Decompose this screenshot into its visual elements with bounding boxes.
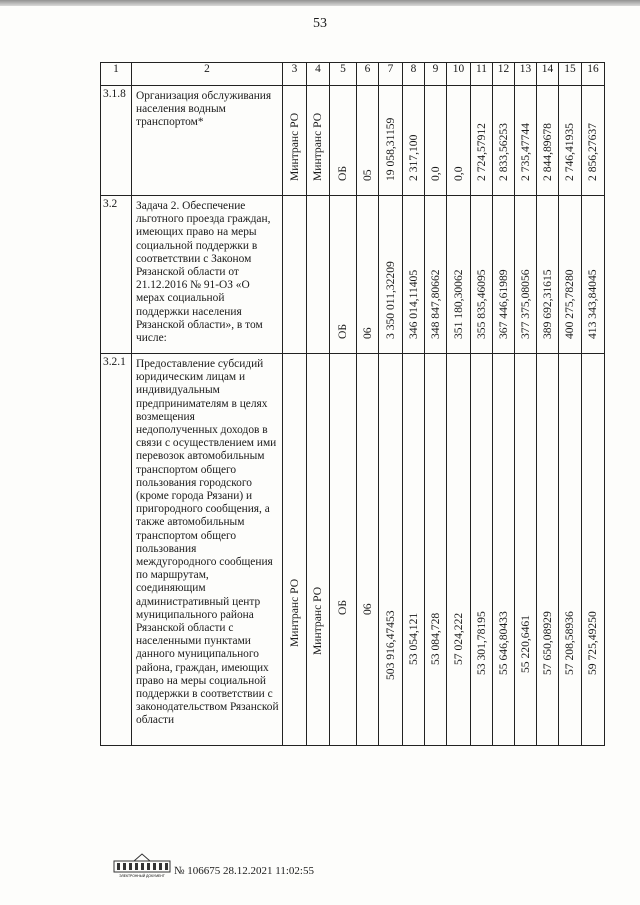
cell-year xyxy=(559,196,582,354)
row-code: 3.2.1 xyxy=(101,354,132,746)
cell-text: 06 xyxy=(360,327,374,339)
header-cell: 3 xyxy=(283,63,307,86)
header-cell: 13 xyxy=(515,63,537,86)
cell-text: 377 375,08056 xyxy=(518,269,532,339)
cell-year xyxy=(493,354,515,746)
cell-year xyxy=(582,354,605,746)
cell-text: 2 833,56253 xyxy=(496,123,510,181)
cell-text: 05 xyxy=(360,169,374,181)
cell-text: 400 275,78280 xyxy=(563,269,576,339)
cell-text: 55 220,6461 xyxy=(518,615,532,673)
cell-coexecutor xyxy=(307,196,330,354)
header-cell: 10 xyxy=(447,63,471,86)
cell-budget xyxy=(330,354,357,746)
header-cell: 4 xyxy=(307,63,330,86)
cell-text: 2 844,89678 xyxy=(540,123,554,181)
cell-year xyxy=(425,354,447,746)
registration-stamp: № 106675 28.12.2021 11:02:55 xyxy=(174,865,314,877)
cell-text: 2 735,47744 xyxy=(518,123,532,181)
cell-year xyxy=(537,196,559,354)
cell-text: 0,0 xyxy=(451,166,465,181)
cell-total xyxy=(379,86,403,196)
page-number: 53 xyxy=(313,16,327,31)
cell-text: 2 746,41935 xyxy=(563,123,576,181)
cell-text: 19 058,31159 xyxy=(383,117,397,181)
cell-text: 53 301,78195 xyxy=(474,611,488,675)
cell-text: ОБ xyxy=(336,599,349,615)
cell-budget xyxy=(330,196,357,354)
cell-year xyxy=(471,196,493,354)
cell-year xyxy=(537,86,559,196)
cell-total xyxy=(379,354,403,746)
registration-logo-icon xyxy=(112,852,172,878)
table-row xyxy=(101,86,605,196)
table-row xyxy=(101,196,605,354)
table-header-row xyxy=(101,63,605,86)
cell-year xyxy=(425,86,447,196)
cell-year xyxy=(447,86,471,196)
cell-text: Минтранс РО xyxy=(311,112,324,181)
row-code: 3.2 xyxy=(101,196,132,354)
cell-executor xyxy=(283,196,307,354)
cell-budget xyxy=(330,86,357,196)
cell-code xyxy=(357,86,379,196)
cell-year xyxy=(582,86,605,196)
cell-year xyxy=(559,354,582,746)
cell-year xyxy=(403,86,425,196)
cell-year xyxy=(515,354,537,746)
cell-text: 0,0 xyxy=(428,166,442,181)
cell-text: 59 725,49250 xyxy=(586,611,599,675)
cell-year xyxy=(425,196,447,354)
cell-text: 2 856,27637 xyxy=(586,123,599,181)
cell-year xyxy=(471,86,493,196)
logo-caption: ЭЛЕКТРОННЫЙ ДОКУМЕНТ xyxy=(119,874,165,878)
cell-year xyxy=(471,354,493,746)
cell-year xyxy=(493,196,515,354)
cell-year xyxy=(537,354,559,746)
cell-text: 355 835,46095 xyxy=(474,269,488,339)
cell-text: Минтранс РО xyxy=(287,578,301,647)
header-cell: 5 xyxy=(330,63,357,86)
header-cell: 2 xyxy=(132,63,283,86)
cell-text: 367 446,61989 xyxy=(496,269,510,339)
cell-text: 3 350 011,32209 xyxy=(383,261,397,339)
header-cell: 7 xyxy=(379,63,403,86)
cell-text: 503 916,47453 xyxy=(383,610,397,680)
cell-text: 348 847,80662 xyxy=(428,269,442,339)
cell-text: 413 343,84045 xyxy=(586,269,599,339)
cell-total xyxy=(379,196,403,354)
header-cell: 6 xyxy=(357,63,379,86)
cell-text: 57 024,222 xyxy=(451,612,465,665)
cell-executor xyxy=(283,354,307,746)
row-name: Организация обслуживания населения водным транспортом* xyxy=(132,86,283,196)
cell-text: 57 650,08929 xyxy=(540,611,554,675)
cell-text: 346 014,11405 xyxy=(406,269,420,339)
cell-text: ОБ xyxy=(336,323,349,339)
header-cell: 11 xyxy=(471,63,493,86)
row-name: Задача 2. Обеспечение льготного проезда граждан, имеющих право на меры социальной поддержки в соответствии с Законом Рязанской области от 21.12.2016 № 91-ОЗ «О мерах социальной поддержки населения Рязанской области», в том числе: xyxy=(132,196,283,354)
header-cell: 14 xyxy=(537,63,559,86)
header-cell: 9 xyxy=(425,63,447,86)
header-cell: 12 xyxy=(493,63,515,86)
header-cell: 16 xyxy=(582,63,605,86)
cell-text: 57 208,58936 xyxy=(563,611,576,675)
table-row xyxy=(101,354,605,746)
cell-coexecutor xyxy=(307,86,330,196)
cell-year xyxy=(403,354,425,746)
header-cell: 1 xyxy=(101,63,132,86)
cell-year xyxy=(582,196,605,354)
cell-text: 53 084,728 xyxy=(428,612,442,665)
row-code: 3.1.8 xyxy=(101,86,132,196)
cell-text: Минтранс РО xyxy=(287,112,301,181)
cell-code xyxy=(357,354,379,746)
cell-text: Минтранс РО xyxy=(311,586,324,655)
cell-code xyxy=(357,196,379,354)
program-table xyxy=(100,62,605,746)
cell-text: 389 692,31615 xyxy=(540,269,554,339)
cell-year xyxy=(447,354,471,746)
top-scan-edge xyxy=(0,0,640,6)
cell-executor xyxy=(283,86,307,196)
cell-coexecutor xyxy=(307,354,330,746)
cell-text: ОБ xyxy=(336,165,349,181)
cell-year xyxy=(515,86,537,196)
row-name: Предоставление субсидий юридическим лицам и индивидуальным предпринимателям в целях возмещения недополученных доходов в связи с осуществлением ими перевозок автомобильным транспортом общего пользования городского (кроме города Рязани) и пригородного сообщения, а также автомобильным транспортом общего пользования междугородного сообщения по маршрутам, соединяющим административный центр муниципального района Рязанской области с населенными пунктами данного муниципального района, граждан, имеющих право на меры социальной поддержки в соответствии с законодательством Рязанской области xyxy=(132,354,283,746)
header-cell: 8 xyxy=(403,63,425,86)
cell-year xyxy=(515,196,537,354)
cell-text: 351 180,30062 xyxy=(451,269,465,339)
cell-text: 06 xyxy=(360,603,374,615)
cell-year xyxy=(447,196,471,354)
cell-year xyxy=(493,86,515,196)
cell-text: 55 646,80433 xyxy=(496,611,510,675)
cell-year xyxy=(559,86,582,196)
cell-text: 53 054,121 xyxy=(406,612,420,665)
cell-text: 2 724,57912 xyxy=(474,123,488,181)
header-cell: 15 xyxy=(559,63,582,86)
cell-text: 2 317,100 xyxy=(406,134,420,181)
cell-year xyxy=(403,196,425,354)
